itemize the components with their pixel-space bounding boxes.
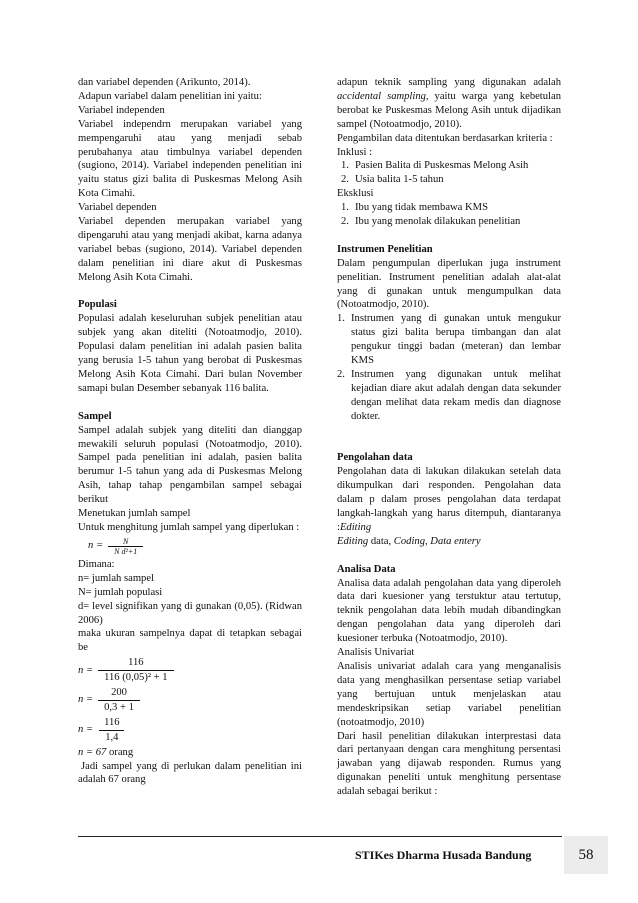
populasi-paragraph: Populasi adalah keseluruhan subjek penelitian atau subjek yang akan diteliti (Notoatmodjo, 2010). Populasi dalam penelitian ini adalah pasien balita yang berusia 1-5 tahun yang berobat di Puskesmas Melong Asih Kota Cimahi. Dari bulan November samapi bulan Desember sebanyak 116 balita. <box>78 313 302 394</box>
formula-lhs: n = <box>88 540 104 552</box>
analisa-paragraph: Analisa data adalah pengolahan data yang diperoleh data dari kuesioner yang terstuktur atau tertutup, teknik pengolahan data lebih mudah dibandingkan dengan pengolahan data yang diperoleh dari kuesioner terbuka (Notoatmodjo, 2010). <box>337 577 561 645</box>
list-text: Pasien Balita di Puskesmas Melong Asih <box>355 160 529 172</box>
populasi-heading: Populasi <box>78 299 117 311</box>
list-text: Ibu yang menolak dilakukan penelitian <box>355 216 521 228</box>
definition: n= jumlah sampel <box>78 572 154 584</box>
sampel-paragraph: Sampel adalah subjek yang diteliti dan dianggap mewakili seluruh populasi (Notoatmodjo, 2010). Sampel pada penelitian ini adalah, pasien balita berumur 1-5 tahun yang ada di Puskesmas Melong Asih, tahap tahap pengambilan sampel sebagai berikut <box>78 424 302 506</box>
footer-rule <box>78 836 562 837</box>
calc-numerator: 116 <box>128 657 144 669</box>
pengolahan-paragraph <box>337 465 561 535</box>
coding-text: Coding, Data entery <box>393 535 481 547</box>
independent-paragraph: Variabel independrn merupakan variabel yang mempengaruhi atau yang menjadi sebab perubahanya atau timbulnya variabel dependen (sugiono, 2014). Variabel independen penelitian ini yaitu status gizi balita di Puskesmas Melong Asih Kota Cimahi. <box>78 118 302 200</box>
list-number: 1. <box>337 313 345 325</box>
list-number: 2. <box>341 174 349 186</box>
pengolahan-italic: Editing <box>339 521 372 533</box>
list-number: 2. <box>337 369 345 381</box>
list-number: 1. <box>341 202 349 214</box>
calc-fraction <box>98 716 126 745</box>
teknik-text: adapun teknik sampling yang digunakan adalah <box>337 77 561 88</box>
dependent-label: Variabel dependen <box>78 202 157 214</box>
maka-paragraph: maka ukuran sampelnya dapat di tetapkan sebagai be <box>78 628 302 654</box>
teknik-paragraph <box>337 76 561 132</box>
teknik-italic: accidental sampling <box>337 90 426 102</box>
intro-line: dan variabel dependen (Arikunto, 2014). <box>78 77 251 88</box>
editing-text: Editing <box>337 535 369 547</box>
pengolahan-steps <box>337 535 561 549</box>
calc-fraction <box>98 656 174 685</box>
untuk-paragraph: Untuk menghitung jumlah sampel yang diperlukan : <box>78 521 300 533</box>
list-item <box>337 201 561 215</box>
analisa-heading: Analisa Data <box>337 563 396 575</box>
formula-numerator: N <box>123 536 129 546</box>
dependent-paragraph: Variabel dependen merupakan variabel yang dipengaruhi atau yang menjadi akibat, karna adanya variabel bebas (sugiono, 2014). Variabel dependen dalam penelitian ini diare akut di Puskesmas Melong Asih Kota Cimahi. <box>78 216 302 283</box>
list-item <box>337 173 561 187</box>
definition: N= jumlah populasi <box>78 586 163 598</box>
sample-formula <box>88 537 302 556</box>
inklusi-label: Inklusi : <box>337 146 373 158</box>
list-text: Instrumen yang di gunakan untuk mengukur status gizi balita berupa timbangan dan alat pengukur tinggi badan (meteran) dan lembar KMS <box>351 313 561 367</box>
instrumen-paragraph: Dalam pengumpulan diperlukan juga instrument penelitian. Instrument penelitian adalah alat-alat yang di gunakan untuk mengumpulkan data (Notoatmodjo, 2010). <box>337 257 561 311</box>
calc-step <box>78 686 302 715</box>
instrumen-heading: Instrumen Penelitian <box>337 243 433 255</box>
calc-lhs: n = <box>78 724 94 736</box>
dari-paragraph: Dari hasil penelitian dilakukan interprestasi data dari pertanyaan dengan cara menghitung persentasi jawaban yang dijawab responden. Rumus yang digunakan peneliti untuk menghitung persentase adalah sebagai berikut : <box>337 730 561 798</box>
calc-denominator: 116 (0,05)² + 1 <box>98 670 174 685</box>
calc-fraction <box>98 686 140 715</box>
calc-step <box>78 656 302 685</box>
calc-denominator: 0,3 + 1 <box>98 700 140 715</box>
calc-numerator: 116 <box>104 716 120 728</box>
calc-step <box>78 716 302 745</box>
d-definition: d= level signifikan yang di gunakan (0,05). (Ridwan 2006) <box>78 600 302 626</box>
calc-lhs: n = <box>78 664 94 676</box>
calc-denominator: 1,4 <box>99 730 124 745</box>
formula-denominator: N d²+1 <box>108 546 143 556</box>
univariat-label: Analisis Univariat <box>337 647 415 659</box>
pengambilan-paragraph: Pengambilan data ditentukan berdasarkan kriteria : <box>337 132 553 144</box>
list-number: 2. <box>341 216 349 228</box>
calc-numerator: 200 <box>111 687 127 699</box>
result-lhs: n = 67 <box>78 746 107 758</box>
list-item <box>337 312 561 368</box>
left-column <box>78 76 302 787</box>
eksklusi-label: Eksklusi <box>337 188 374 200</box>
intro-line: Variabel independen <box>78 104 165 116</box>
univariat-paragraph: Analisis univariat adalah cara yang menganalisis data yang menghasilkan persentase setiap variabel yang bertujuan untuk menjelaskan atau mendeskripsikan setiap variabel penelitian (notoatmodjo, 2010) <box>337 661 561 728</box>
list-item <box>337 215 561 229</box>
page-number: 58 <box>564 836 608 874</box>
list-text: Ibu yang tidak membawa KMS <box>355 202 488 214</box>
list-item <box>337 159 561 173</box>
sampel-heading: Sampel <box>78 410 112 422</box>
menetukan-line: Menetukan jumlah sampel <box>78 508 191 520</box>
dimana-label: Dimana: <box>78 558 115 570</box>
calc-lhs: n = <box>78 694 94 706</box>
list-item <box>337 368 561 424</box>
teknik-rest: , yaitu warga yang kebetulan berobat ke Puskesmas Melong Asih untuk dijadikan sampel (Notoatmodjo, 2010). <box>337 90 561 130</box>
intro-line: Adapun variabel dalam penelitian ini yaitu: <box>78 90 262 102</box>
pengolahan-heading: Pengolahan data <box>337 452 413 464</box>
result-unit: orang <box>106 746 134 758</box>
pengolahan-text: Pengolahan data di lakukan dilakukan setelah data dikumpulkan dari responden. Pengolahan data dalam p dalam proses pengolahan data terdapat langkah-langkah yang harus ditempuh, diantaranya : <box>337 466 561 533</box>
list-text: Instrumen yang digunakan untuk melihat kejadian diare akut adalah dengan data sekunder dengan melihat data rekam medis dan diagnose dokter. <box>351 369 561 422</box>
right-column <box>337 76 561 799</box>
data-text: data, <box>368 535 394 547</box>
list-number: 1. <box>341 160 349 172</box>
formula-fraction <box>108 537 143 556</box>
footer-institution: STIKes Dharma Husada Bandung <box>355 848 532 862</box>
result-line <box>78 746 302 760</box>
jadi-paragraph: Jadi sampel yang di perlukan dalam penelitian ini adalah 67 orang <box>78 760 302 786</box>
list-text: Usia balita 1-5 tahun <box>355 174 444 186</box>
